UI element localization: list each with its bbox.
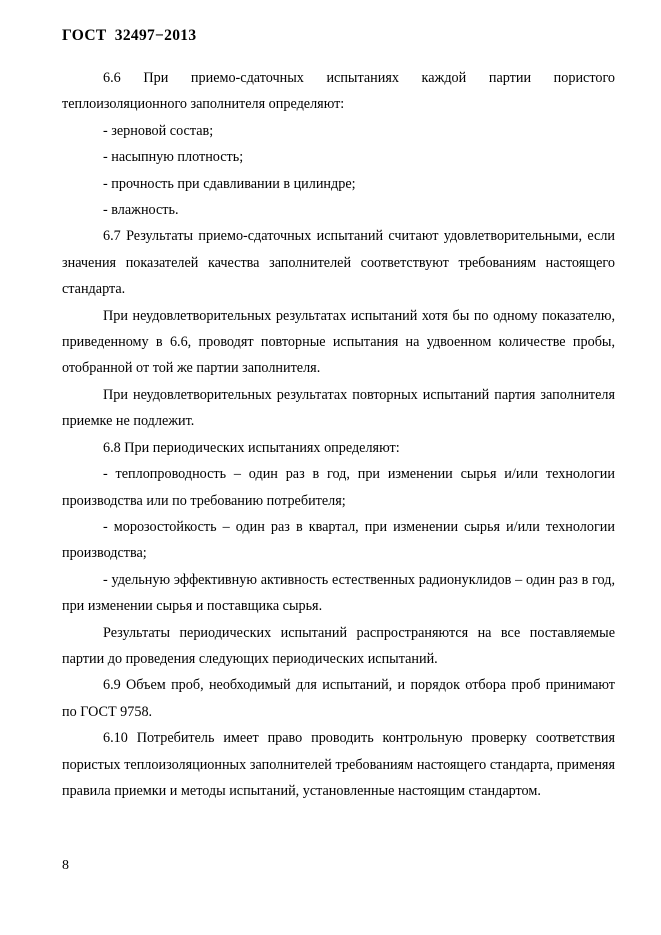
- standard-header: ГОСТ 32497−2013: [62, 27, 197, 44]
- list-item-bulk-density: - насыпную плотность;: [103, 149, 244, 166]
- list-item-crush-strength: - прочность при сдавливании в цилиндре;: [103, 175, 356, 192]
- list-item-moisture: - влажность.: [103, 202, 179, 219]
- paragraph-6-9: 6.9 Объем проб, необходимый для испытаний, и порядок отбора проб принимают по ГОСТ 9758.: [62, 677, 615, 720]
- paragraph-6-7: 6.7 Результаты приемо-сдаточных испытаний считают удовлетворительными, если значения показателей качества заполнителей соответствуют требованиям настоящего стандарта.: [62, 228, 615, 298]
- list-item-grain-composition: - зерновой состав;: [103, 122, 214, 139]
- paragraph-6-6: 6.6 При приемо-сдаточных испытаниях каждой партии пористого теплоизоляционного заполнителя определяют:: [62, 70, 615, 113]
- paragraph-rejection: При неудовлетворительных результатах повторных испытаний партия заполнителя приемке не подлежит.: [62, 386, 615, 430]
- list-item-thermal-conductivity: - теплопроводность – один раз в год, при изменении сырья и/или технологии производства или по требованию потребителя;: [62, 466, 615, 509]
- paragraph-repeat-tests: При неудовлетворительных результатах испытаний хотя бы по одному показателю, приведенному в 6.6, проводят повторные испытания на удвоенном количестве пробы, отобранной от той же партии заполнителя.: [62, 307, 615, 377]
- paragraph-periodic-results: Результаты периодических испытаний распространяются на все поставляемые партии до проведения следующих периодических испытаний.: [62, 624, 615, 667]
- document-body: [62, 65, 615, 804]
- list-item-radionuclide-activity: - удельную эффективную активность естественных радионуклидов – один раз в год, при изменении сырья и поставщика сырья.: [62, 571, 615, 615]
- page-number: 8: [62, 858, 69, 873]
- paragraph-6-8: 6.8 При периодических испытаниях определяют:: [103, 439, 400, 456]
- list-item-frost-resistance: - морозостойкость – один раз в квартал, при изменении сырья и/или технологии производства;: [62, 518, 615, 562]
- paragraph-6-10: 6.10 Потребитель имеет право проводить контрольную проверку соответствия пористых теплоизоляционных заполнителей требованиям настоящего стандарта, применяя правила приемки и методы испытаний, установленные настоящим стандартом.: [62, 730, 615, 799]
